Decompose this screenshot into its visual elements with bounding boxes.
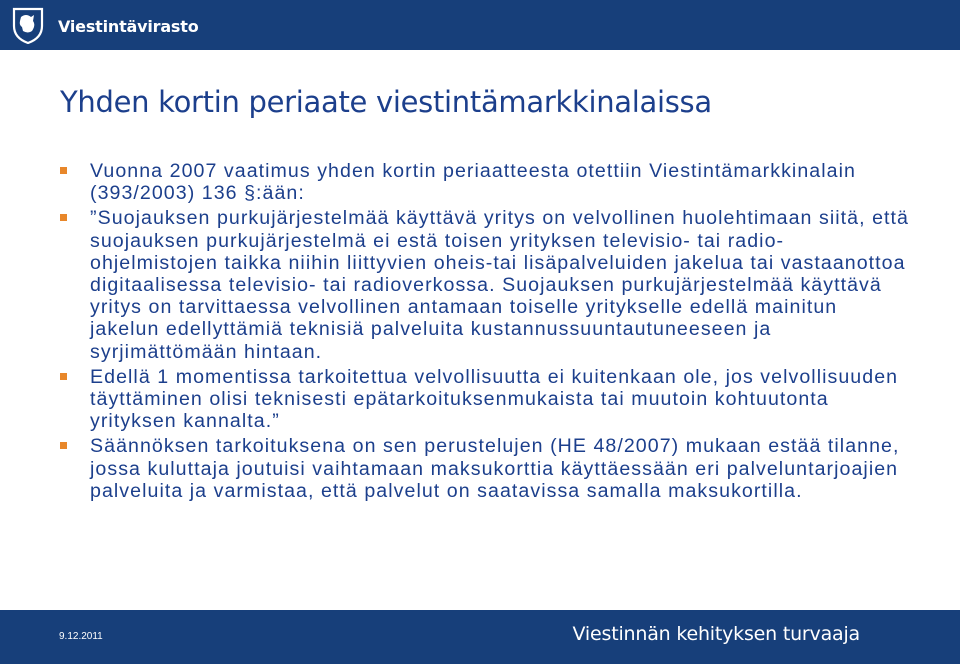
logo: [10, 6, 199, 46]
footer-bar: [0, 610, 960, 664]
bullet-text: Edellä 1 momentissa tarkoitettua velvollisuutta ei kuitenkaan ole, jos velvollisuuden täyttäminen olisi teknisesti epätarkoituksenmukaista tai muutoin kohtuutonta yrityksen kannalta.”: [90, 365, 899, 433]
bullet-square-icon: [60, 373, 67, 380]
bullet-text: ”Suojauksen purkujärjestelmää käyttävä yritys on velvollinen huolehtimaan siitä, että suojauksen purkujärjestelmä ei estä toisen yrityksen televisio- tai radio-ohjelmistojen taikka niihin liittyvien oheis-tai lisäpalveluiden jakelua tai vastaanottoa digitaalisessa televisio- tai radioverkossa. Suojauksen purkujärjestelmää käyttävä yritys on tarvittaessa velvollinen antamaan toiselle yritykselle edellä mainitun jakelun edellyttämiä teknisiä palveluita kustannussuuntautuneeseen ja syrjimättömään hintaan.: [90, 207, 909, 363]
logo-text: Viestintävirasto: [58, 17, 199, 36]
bullet-square-icon: [60, 442, 67, 449]
header-bar: [0, 0, 960, 50]
bullet-square-icon: [60, 167, 67, 174]
bullet-item: [60, 435, 910, 502]
lion-shield-icon: [10, 6, 46, 44]
bullet-item: [60, 207, 910, 362]
bullet-list: [60, 160, 910, 505]
footer-slogan: Viestinnän kehityksen turvaaja: [572, 623, 860, 645]
bullet-text: Vuonna 2007 vaatimus yhden kortin periaatteesta otettiin Viestintämarkkinalain (393/2003) 136 §:ään:: [90, 160, 856, 205]
footer-date: 9.12.2011: [59, 631, 103, 642]
bullet-text: Säännöksen tarkoituksena on sen perustelujen (HE 48/2007) mukaan estää tilanne, jossa kuluttaja joutuisi vaihtamaan maksukorttia käyttäessään eri palveluntarjoajien palveluita ja varmistaa, että palvelut on saatavissa samalla maksukortilla.: [90, 435, 900, 502]
bullet-item: [60, 160, 910, 204]
slide-title: Yhden kortin periaate viestintämarkkinalaissa: [60, 85, 712, 119]
bullet-item: [60, 366, 910, 433]
bullet-square-icon: [60, 214, 67, 221]
